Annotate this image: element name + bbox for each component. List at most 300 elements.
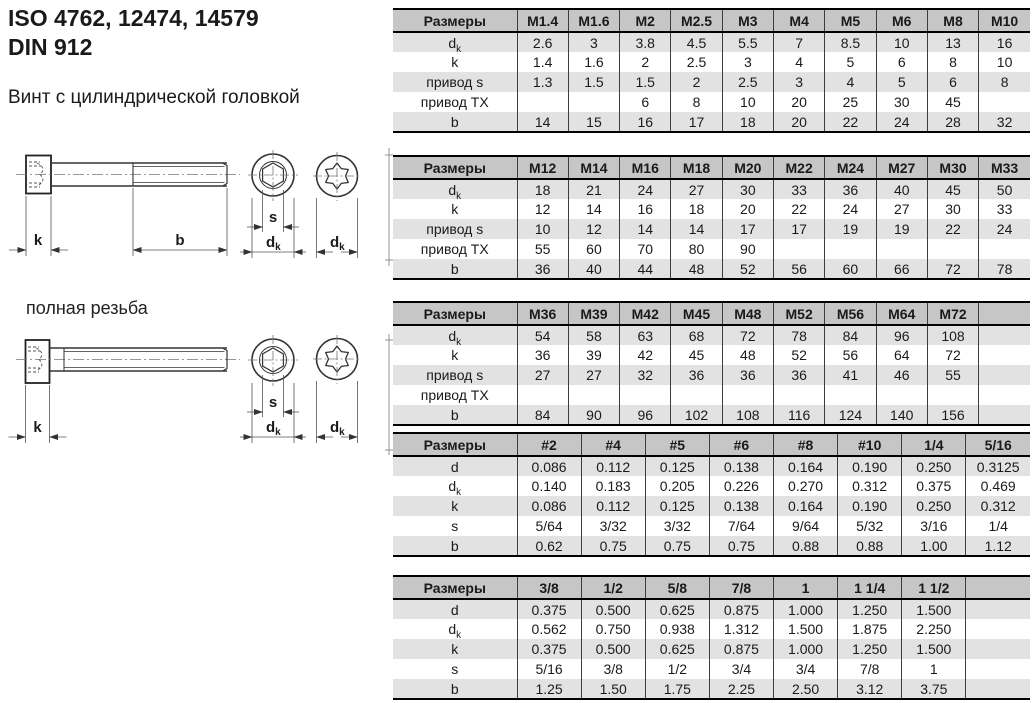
value-cell: 60 xyxy=(825,259,876,279)
table-row xyxy=(393,92,1030,112)
table-row xyxy=(393,405,1030,425)
value-cell: 1.3 xyxy=(517,72,568,92)
size-column-header: M45 xyxy=(671,302,722,325)
hex-socket-end-view xyxy=(248,335,298,386)
value-cell: 27 xyxy=(517,365,568,385)
value-cell: 27 xyxy=(568,365,619,385)
header-label: Размеры xyxy=(393,433,517,456)
size-column-header: M27 xyxy=(876,156,927,179)
value-cell: 56 xyxy=(825,345,876,365)
screw-side-view xyxy=(16,156,240,194)
size-column-header: 1/2 xyxy=(581,576,645,599)
size-column-header: #6 xyxy=(709,433,773,456)
size-column-header: #2 xyxy=(517,433,581,456)
table-row xyxy=(393,259,1030,279)
value-cell: 3.12 xyxy=(838,679,902,699)
value-cell: 48 xyxy=(722,345,773,365)
value-cell: 13 xyxy=(927,32,978,52)
value-cell: 0.88 xyxy=(774,536,838,556)
value-cell: 0.625 xyxy=(645,599,709,619)
value-cell: 55 xyxy=(517,239,568,259)
label-dk-torx: $d_k$ xyxy=(330,234,345,253)
value-cell: 18 xyxy=(722,112,773,132)
size-column-header: M18 xyxy=(671,156,722,179)
row-label: привод TX xyxy=(420,387,489,403)
value-cell: 24 xyxy=(979,219,1030,239)
value-cell: 4 xyxy=(825,72,876,92)
value-cell: 17 xyxy=(671,112,722,132)
dimension-table-inch-small xyxy=(393,432,1030,557)
value-cell: 30 xyxy=(876,92,927,112)
label-k: k xyxy=(33,232,43,249)
value-cell: 8 xyxy=(979,72,1030,92)
table-header-row xyxy=(393,9,1030,32)
row-label: b xyxy=(393,679,517,699)
value-cell: 0.112 xyxy=(581,496,645,516)
value-cell: 5 xyxy=(825,52,876,72)
value-cell: 0.226 xyxy=(709,476,773,496)
value-cell: 0.562 xyxy=(517,619,581,639)
header-label: Размеры xyxy=(393,156,517,179)
drawing-edge-line xyxy=(385,334,393,455)
value-cell: 1.500 xyxy=(774,619,838,639)
value-cell: 0.62 xyxy=(517,536,581,556)
size-column-header: M1.4 xyxy=(517,9,568,32)
value-cell: 45 xyxy=(671,345,722,365)
value-cell xyxy=(979,239,1030,259)
value-cell: 0.375 xyxy=(517,639,581,659)
value-cell: 0.500 xyxy=(581,599,645,619)
value-cell: 15 xyxy=(568,112,619,132)
table-row xyxy=(393,52,1030,72)
size-column-header: M10 xyxy=(979,9,1030,32)
table-row xyxy=(393,72,1030,92)
value-cell: 39 xyxy=(568,345,619,365)
value-cell: 4.5 xyxy=(671,32,722,52)
value-cell: 18 xyxy=(517,179,568,199)
value-cell: 14 xyxy=(568,199,619,219)
value-cell xyxy=(671,385,722,405)
row-label: b xyxy=(393,405,517,425)
value-cell xyxy=(979,365,1030,385)
table-header-row xyxy=(393,576,1030,599)
value-cell: 0.138 xyxy=(709,496,773,516)
value-cell: 2.25 xyxy=(709,679,773,699)
table-row xyxy=(393,239,1030,259)
value-cell: 7/64 xyxy=(709,516,773,536)
value-cell: 9/64 xyxy=(774,516,838,536)
value-cell: 78 xyxy=(773,325,824,345)
value-cell xyxy=(966,599,1030,619)
row-label: привод TX xyxy=(420,241,489,257)
size-column-header: M4 xyxy=(773,9,824,32)
value-cell: 10 xyxy=(979,52,1030,72)
table-row xyxy=(393,599,1030,619)
value-cell: 17 xyxy=(773,219,824,239)
row-label: $d_k$ xyxy=(448,478,462,496)
value-cell: 72 xyxy=(722,325,773,345)
value-cell: 24 xyxy=(825,199,876,219)
value-cell xyxy=(773,385,824,405)
value-cell: 1.00 xyxy=(902,536,966,556)
table-row xyxy=(393,476,1030,496)
table-row xyxy=(393,456,1030,476)
size-column-header: #8 xyxy=(774,433,838,456)
value-cell: 10 xyxy=(722,92,773,112)
value-cell: 0.138 xyxy=(709,456,773,476)
screw-drawing-full-thread xyxy=(0,328,395,460)
table-row xyxy=(393,345,1030,365)
page-subtitle: Винт с цилиндрической головкой xyxy=(8,87,300,108)
value-cell: 24 xyxy=(620,179,671,199)
value-cell xyxy=(966,619,1030,639)
value-cell: 4 xyxy=(773,52,824,72)
left-pane xyxy=(0,0,393,703)
value-cell: 0.140 xyxy=(517,476,581,496)
value-cell: 0.164 xyxy=(774,496,838,516)
value-cell: 52 xyxy=(773,345,824,365)
value-cell: 72 xyxy=(927,345,978,365)
value-cell: 1.000 xyxy=(774,639,838,659)
value-cell: 16 xyxy=(979,32,1030,52)
value-cell: 3/32 xyxy=(581,516,645,536)
value-cell: 0.875 xyxy=(709,639,773,659)
value-cell: 84 xyxy=(517,405,568,425)
row-label: $d_k$ xyxy=(448,327,462,345)
table-row xyxy=(393,325,1030,345)
value-cell: 19 xyxy=(876,219,927,239)
value-cell: 1.250 xyxy=(838,639,902,659)
size-column-header: M33 xyxy=(979,156,1030,179)
value-cell: 124 xyxy=(825,405,876,425)
size-column-header: 7/8 xyxy=(709,576,773,599)
value-cell: 56 xyxy=(773,259,824,279)
row-label: s xyxy=(451,518,459,534)
size-column-header: M8 xyxy=(927,9,978,32)
value-cell: 0.270 xyxy=(774,476,838,496)
table-row xyxy=(393,385,1030,405)
value-cell: 14 xyxy=(517,112,568,132)
title-block xyxy=(8,4,300,110)
value-cell: 12 xyxy=(568,219,619,239)
row-label: d xyxy=(450,458,459,475)
size-column-header: M48 xyxy=(722,302,773,325)
value-cell: 1.6 xyxy=(568,52,619,72)
row-label: привод s xyxy=(426,74,484,90)
value-cell: 32 xyxy=(620,365,671,385)
value-cell: 0.250 xyxy=(902,456,966,476)
value-cell: 12 xyxy=(517,199,568,219)
row-label: k xyxy=(451,498,459,514)
value-cell: 54 xyxy=(517,325,568,345)
value-cell: 7 xyxy=(773,32,824,52)
value-cell: 0.938 xyxy=(645,619,709,639)
value-cell: 0.086 xyxy=(517,456,581,476)
value-cell: 96 xyxy=(876,325,927,345)
value-cell xyxy=(876,239,927,259)
value-cell: 0.125 xyxy=(645,496,709,516)
hex-socket-end-view xyxy=(248,150,298,201)
value-cell: 0.312 xyxy=(838,476,902,496)
value-cell: 25 xyxy=(825,92,876,112)
dim-table xyxy=(393,575,1030,700)
dimension-table-inch-large xyxy=(393,575,1030,700)
value-cell: 1.250 xyxy=(838,599,902,619)
value-cell: 1.5 xyxy=(620,72,671,92)
table-row xyxy=(393,179,1030,199)
value-cell xyxy=(979,345,1030,365)
value-cell: 5.5 xyxy=(722,32,773,52)
header-label: Размеры xyxy=(393,576,517,599)
value-cell: 0.086 xyxy=(517,496,581,516)
value-cell: 63 xyxy=(620,325,671,345)
label-b: b xyxy=(175,232,185,249)
value-cell: 1/4 xyxy=(966,516,1030,536)
dim-table xyxy=(393,155,1030,280)
row-label: k xyxy=(451,54,459,70)
value-cell xyxy=(966,659,1030,679)
value-cell: 0.88 xyxy=(838,536,902,556)
size-column-header: M6 xyxy=(876,9,927,32)
table-header-row xyxy=(393,302,1030,325)
value-cell: 1.50 xyxy=(581,679,645,699)
row-label: b xyxy=(393,112,517,132)
size-column-header: M42 xyxy=(620,302,671,325)
size-column-header: M22 xyxy=(773,156,824,179)
value-cell: 64 xyxy=(876,345,927,365)
table-row xyxy=(393,619,1030,639)
value-cell: 102 xyxy=(671,405,722,425)
tables-region xyxy=(393,0,1034,703)
value-cell: 116 xyxy=(773,405,824,425)
label-dk-hex: $d_k$ xyxy=(266,234,281,253)
screw-drawing-partial-thread xyxy=(0,140,395,270)
label-k: k xyxy=(33,419,42,436)
value-cell: 1 xyxy=(902,659,966,679)
value-cell: 0.75 xyxy=(581,536,645,556)
value-cell: 36 xyxy=(517,345,568,365)
value-cell: 1.4 xyxy=(517,52,568,72)
value-cell xyxy=(620,385,671,405)
value-cell: 33 xyxy=(979,199,1030,219)
page-title-din: DIN 912 xyxy=(8,34,93,60)
table-row xyxy=(393,112,1030,132)
value-cell xyxy=(966,639,1030,659)
size-column-header: 1/4 xyxy=(902,433,966,456)
value-cell: 2.250 xyxy=(902,619,966,639)
value-cell: 16 xyxy=(620,112,671,132)
value-cell xyxy=(927,239,978,259)
table-row xyxy=(393,496,1030,516)
value-cell: 90 xyxy=(568,405,619,425)
value-cell: 78 xyxy=(979,259,1030,279)
size-column-header: M1.6 xyxy=(568,9,619,32)
value-cell: 30 xyxy=(927,199,978,219)
size-column-header: M36 xyxy=(517,302,568,325)
value-cell: 20 xyxy=(722,199,773,219)
size-column-header: M39 xyxy=(568,302,619,325)
value-cell: 68 xyxy=(671,325,722,345)
value-cell: 36 xyxy=(825,179,876,199)
value-cell: 22 xyxy=(927,219,978,239)
value-cell: 0.312 xyxy=(966,496,1030,516)
torx-end-view xyxy=(313,152,361,201)
value-cell: 0.205 xyxy=(645,476,709,496)
value-cell: 45 xyxy=(927,179,978,199)
row-label: s xyxy=(451,661,459,677)
value-cell: 108 xyxy=(927,325,978,345)
value-cell: 16 xyxy=(620,199,671,219)
value-cell xyxy=(568,385,619,405)
value-cell: 28 xyxy=(927,112,978,132)
value-cell xyxy=(568,92,619,112)
size-column-header: M24 xyxy=(825,156,876,179)
value-cell: 3/4 xyxy=(709,659,773,679)
size-column-header: #4 xyxy=(581,433,645,456)
label-dk-torx: $d_k$ xyxy=(330,419,345,438)
size-column-header: 1 1/2 xyxy=(902,576,966,599)
row-label: $d_k$ xyxy=(448,621,462,639)
value-cell: 41 xyxy=(825,365,876,385)
value-cell xyxy=(517,92,568,112)
value-cell: 1.500 xyxy=(902,599,966,619)
size-column-header: M2.5 xyxy=(671,9,722,32)
row-label: $d_k$ xyxy=(448,181,462,199)
size-column-header: M20 xyxy=(722,156,773,179)
dim-table xyxy=(393,8,1030,133)
value-cell: 50 xyxy=(979,179,1030,199)
value-cell: 1.25 xyxy=(517,679,581,699)
value-cell: 22 xyxy=(773,199,824,219)
value-cell: 55 xyxy=(927,365,978,385)
value-cell: 0.500 xyxy=(581,639,645,659)
value-cell: 45 xyxy=(927,92,978,112)
row-label: привод TX xyxy=(420,94,489,110)
size-column-header: #5 xyxy=(645,433,709,456)
value-cell: 84 xyxy=(825,325,876,345)
size-column-header: M64 xyxy=(876,302,927,325)
table-header-row xyxy=(393,156,1030,179)
value-cell xyxy=(979,92,1030,112)
size-column-header: M16 xyxy=(620,156,671,179)
value-cell: 0.75 xyxy=(645,536,709,556)
value-cell: 48 xyxy=(671,259,722,279)
size-column-header: 1 xyxy=(774,576,838,599)
value-cell: 2 xyxy=(620,52,671,72)
value-cell: 0.375 xyxy=(517,599,581,619)
value-cell: 80 xyxy=(671,239,722,259)
row-label: k xyxy=(451,641,459,657)
value-cell: 0.3125 xyxy=(966,456,1030,476)
torx-end-view xyxy=(313,335,361,384)
page-title-standards: ISO 4762, 12474, 14579 xyxy=(8,5,259,31)
header-label: Размеры xyxy=(393,9,517,32)
value-cell: 0.75 xyxy=(709,536,773,556)
value-cell: 1.312 xyxy=(709,619,773,639)
row-label: k xyxy=(451,201,459,217)
dimension-table-metric-large xyxy=(393,301,1030,426)
value-cell: 108 xyxy=(722,405,773,425)
value-cell xyxy=(927,385,978,405)
value-cell xyxy=(773,239,824,259)
table-row xyxy=(393,199,1030,219)
value-cell: 6 xyxy=(876,52,927,72)
value-cell: 0.164 xyxy=(774,456,838,476)
value-cell: 3/4 xyxy=(774,659,838,679)
row-label: d xyxy=(450,601,459,618)
value-cell: 2.5 xyxy=(671,52,722,72)
table-row xyxy=(393,679,1030,699)
size-column-header: 1 1/4 xyxy=(838,576,902,599)
value-cell: 60 xyxy=(568,239,619,259)
value-cell: 36 xyxy=(773,365,824,385)
value-cell: 1.000 xyxy=(774,599,838,619)
table-header-row xyxy=(393,433,1030,456)
value-cell xyxy=(825,385,876,405)
row-label: k xyxy=(451,347,459,363)
size-column-header: 5/16 xyxy=(966,433,1030,456)
size-column-header xyxy=(966,576,1030,599)
table-row xyxy=(393,219,1030,239)
row-label: b xyxy=(393,259,517,279)
value-cell: 42 xyxy=(620,345,671,365)
value-cell: 5/16 xyxy=(517,659,581,679)
value-cell: 0.875 xyxy=(709,599,773,619)
value-cell: 66 xyxy=(876,259,927,279)
value-cell: 70 xyxy=(620,239,671,259)
value-cell: 3/16 xyxy=(902,516,966,536)
value-cell: 17 xyxy=(722,219,773,239)
value-cell: 3.8 xyxy=(620,32,671,52)
size-column-header: 5/8 xyxy=(645,576,709,599)
value-cell: 24 xyxy=(876,112,927,132)
value-cell: 40 xyxy=(876,179,927,199)
row-label: привод s xyxy=(426,367,484,383)
value-cell: 5/32 xyxy=(838,516,902,536)
table-row xyxy=(393,536,1030,556)
value-cell: 36 xyxy=(722,365,773,385)
value-cell: 8 xyxy=(927,52,978,72)
dim-table xyxy=(393,432,1030,557)
value-cell: 3/32 xyxy=(645,516,709,536)
value-cell: 1.75 xyxy=(645,679,709,699)
size-column-header: M12 xyxy=(517,156,568,179)
value-cell: 2.50 xyxy=(774,679,838,699)
value-cell: 0.112 xyxy=(581,456,645,476)
row-label: привод s xyxy=(426,221,484,237)
value-cell: 0.183 xyxy=(581,476,645,496)
value-cell: 7/8 xyxy=(838,659,902,679)
size-column-header: M56 xyxy=(825,302,876,325)
size-column-header xyxy=(979,302,1030,325)
row-label: b xyxy=(393,536,517,556)
value-cell xyxy=(979,405,1030,425)
value-cell: 6 xyxy=(620,92,671,112)
value-cell: 1.875 xyxy=(838,619,902,639)
value-cell: 2.6 xyxy=(517,32,568,52)
value-cell: 1.500 xyxy=(902,639,966,659)
value-cell: 22 xyxy=(825,112,876,132)
value-cell: 20 xyxy=(773,112,824,132)
value-cell: 0.750 xyxy=(581,619,645,639)
size-column-header: M52 xyxy=(773,302,824,325)
value-cell: 10 xyxy=(517,219,568,239)
value-cell: 3 xyxy=(568,32,619,52)
value-cell: 0.375 xyxy=(902,476,966,496)
row-label: $d_k$ xyxy=(448,34,462,52)
value-cell: 19 xyxy=(825,219,876,239)
value-cell: 27 xyxy=(671,179,722,199)
